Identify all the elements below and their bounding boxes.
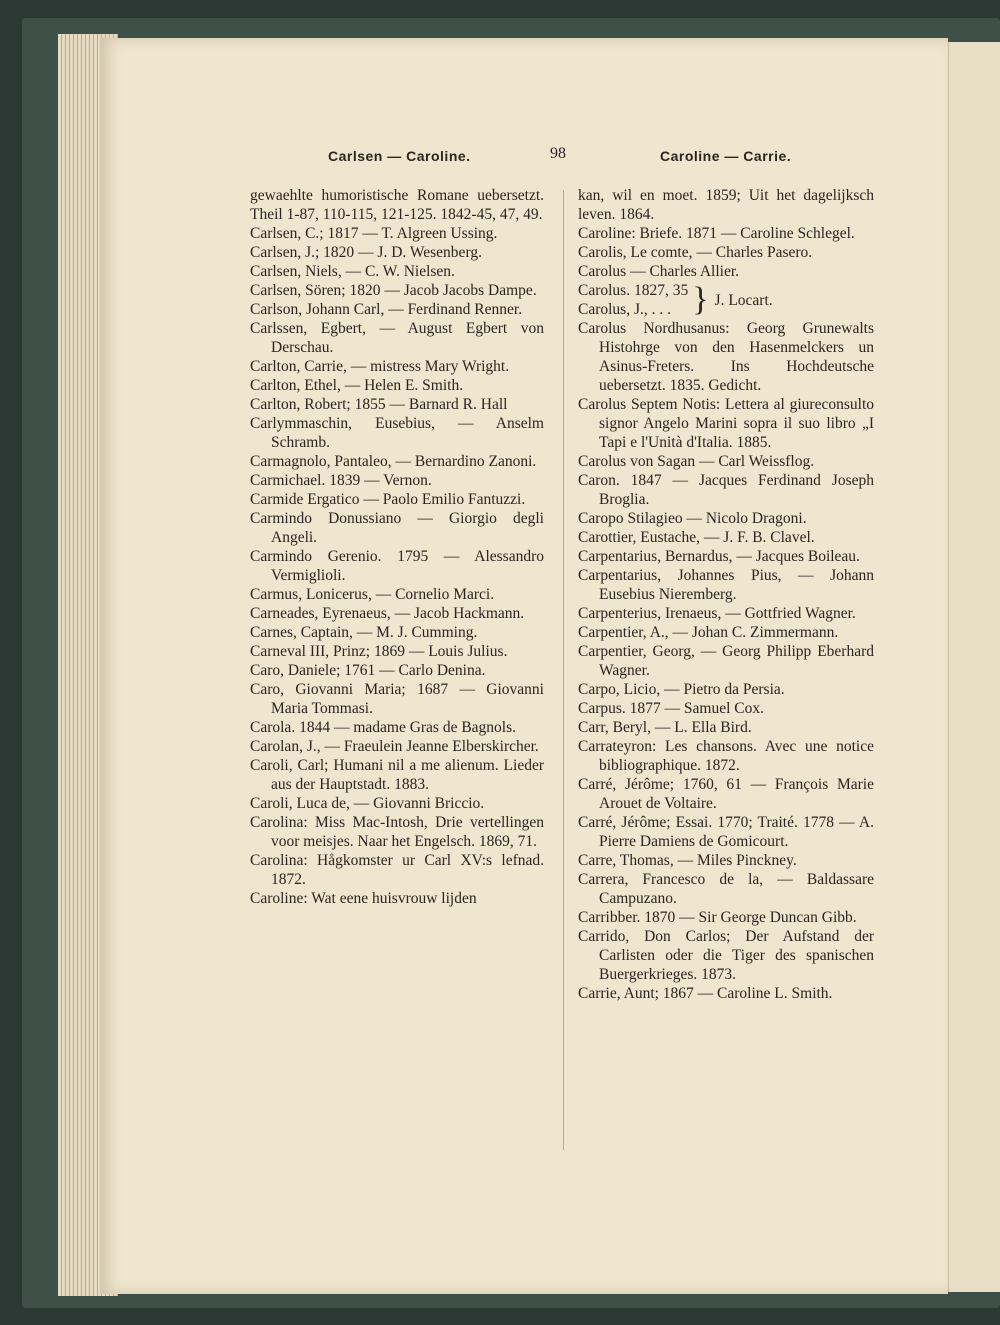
index-entry: Carolan, J., — Fraeulein Jeanne Elberskircher. (250, 738, 539, 755)
index-entry: Caroli, Carl; Humani nil a me alienum. Lieder aus der Hauptstadt. 1883. (250, 757, 544, 793)
index-entry: Carlsen, C.; 1817 — T. Algreen Ussing. (250, 225, 498, 242)
brace-glyph: } (692, 281, 709, 318)
bracket-line: Carolus, J., . . . (578, 301, 671, 318)
index-entry: Carolus Nordhusanus: Georg Grunewalts Histohrge von den Hasenmelckers un Asinus-Freters. Ins Hochdeutsche uebersetzt. 1835. Gedicht. (578, 320, 874, 394)
left-column (250, 186, 544, 908)
index-entry: Caroline: Briefe. 1871 — Caroline Schlegel. (578, 225, 855, 242)
index-entry: Carolus — Charles Allier. (578, 263, 740, 280)
facing-page-edge (948, 42, 1000, 1292)
index-entry: Carr, Beryl, — L. Ella Bird. (578, 719, 752, 736)
continuation-text: gewaehlte humoristische Romane uebersetzt. Theil 1-87, 110-115, 121-125. 1842-45, 47, 49. (250, 187, 544, 223)
index-entry: Carnes, Captain, — M. J. Cumming. (250, 624, 478, 641)
index-entry: Caro, Giovanni Maria; 1687 — Giovanni Maria Tommasi. (250, 681, 544, 717)
index-entry: Carola. 1844 — madame Gras de Bagnols. (250, 719, 517, 736)
index-entry: Caroline: Wat eene huisvrouw lijden (250, 890, 477, 907)
index-entry: Carlymmaschin, Eusebius, — Anselm Schramb. (250, 415, 544, 451)
index-entry: Carpentier, A., — Johan C. Zimmermann. (578, 624, 839, 641)
index-entry: Carmindo Gerenio. 1795 — Alessandro Vermiglioli. (250, 548, 544, 584)
index-entry: Caroli, Luca de, — Giovanni Briccio. (250, 795, 485, 812)
index-entry: Carmus, Lonicerus, — Cornelio Marci. (250, 586, 495, 603)
index-entry: Carolina: Miss Mac-Intosh, Drie vertellingen voor meisjes. Naar het Engelsch. 1869, 71. (250, 814, 544, 850)
index-entry: Carottier, Eustache, — J. F. B. Clavel. (578, 529, 815, 546)
index-entry: Carlsen, Niels, — C. W. Nielsen. (250, 263, 455, 280)
index-entry: Carrera, Francesco de la, — Baldassare Campuzano. (578, 871, 874, 907)
running-header-left: Carlsen — Caroline. (328, 148, 471, 164)
index-entry: Carolus Septem Notis: Lettera al giureconsulto signor Angelo Marini sopra il suo libro „I Tapi e l'Unità d'Italia. 1885. (578, 396, 874, 451)
index-entry: Carribber. 1870 — Sir George Duncan Gibb. (578, 909, 857, 926)
index-entry: Carrie, Aunt; 1867 — Caroline L. Smith. (578, 985, 833, 1002)
index-entry: Caropo Stilagieo — Nicolo Dragoni. (578, 510, 807, 527)
index-entry: Caron. 1847 — Jacques Ferdinand Joseph Broglia. (578, 472, 874, 508)
index-entry: Carmichael. 1839 — Vernon. (250, 472, 432, 489)
index-entry: Carneval III, Prinz; 1869 — Louis Julius. (250, 643, 508, 660)
index-entry: Carpentier, Georg, — Georg Philipp Eberhard Wagner. (578, 643, 874, 679)
index-entry: Carolis, Le comte, — Charles Pasero. (578, 244, 813, 261)
continuation-text: kan, wil en moet. 1859; Uit het dagelijksch leven. 1864. (578, 187, 874, 223)
index-entry: Carlsen, J.; 1820 — J. D. Wesenberg. (250, 244, 482, 261)
index-entry: Carmagnolo, Pantaleo, — Bernardino Zanoni. (250, 453, 537, 470)
index-entry: Carré, Jérôme; Essai. 1770; Traité. 1778 — A. Pierre Damiens de Gomicourt. (578, 814, 874, 850)
column-divider (563, 190, 564, 1150)
index-entry: Carpenterius, Irenaeus, — Gottfried Wagner. (578, 605, 856, 622)
index-entry: Carolus von Sagan — Carl Weissflog. (578, 453, 815, 470)
page-number: 98 (550, 145, 566, 162)
index-entry: Carolina: Hågkomster ur Carl XV:s lefnad. 1872. (250, 852, 544, 888)
index-entry: Carlton, Ethel, — Helen E. Smith. (250, 377, 464, 394)
index-entry: Carpo, Licio, — Pietro da Persia. (578, 681, 785, 698)
index-entry: Carpus. 1877 — Samuel Cox. (578, 700, 764, 717)
index-entry: Carlsen, Sören; 1820 — Jacob Jacobs Dampe. (250, 282, 537, 299)
bracket-target: J. Locart. (714, 291, 773, 309)
bracketed-entry (578, 281, 874, 319)
index-entry: Carlson, Johann Carl, — Ferdinand Renner. (250, 301, 523, 318)
bracket-line: Carolus. 1827, 35 (578, 282, 689, 299)
index-entry: Carlton, Robert; 1855 — Barnard R. Hall (250, 396, 508, 413)
index-entry: Carneades, Eyrenaeus, — Jacob Hackmann. (250, 605, 525, 622)
index-entry: Carpentarius, Bernardus, — Jacques Boileau. (578, 548, 860, 565)
index-entry: Carlton, Carrie, — mistress Mary Wright. (250, 358, 510, 375)
index-entry: Carpentarius, Johannes Pius, — Johann Eusebius Nieremberg. (578, 567, 874, 603)
index-entry: Carmindo Donussiano — Giorgio degli Angeli. (250, 510, 544, 546)
index-entry: Carré, Jérôme; 1760, 61 — François Marie Arouet de Voltaire. (578, 776, 874, 812)
running-header-right: Caroline — Carrie. (660, 148, 792, 164)
index-entry: Caro, Daniele; 1761 — Carlo Denina. (250, 662, 486, 679)
index-entry: Carmide Ergatico — Paolo Emilio Fantuzzi. (250, 491, 526, 508)
index-entry: Carrido, Don Carlos; Der Aufstand der Carlisten oder die Tiger des spanischen Buergerkrieges. 1873. (578, 928, 874, 983)
index-entry: Carre, Thomas, — Miles Pinckney. (578, 852, 797, 869)
index-entry: Carlssen, Egbert, — August Egbert von Derschau. (250, 320, 544, 356)
index-entry: Carrateyron: Les chansons. Avec une notice bibliographique. 1872. (578, 738, 874, 774)
right-column (578, 186, 874, 1003)
